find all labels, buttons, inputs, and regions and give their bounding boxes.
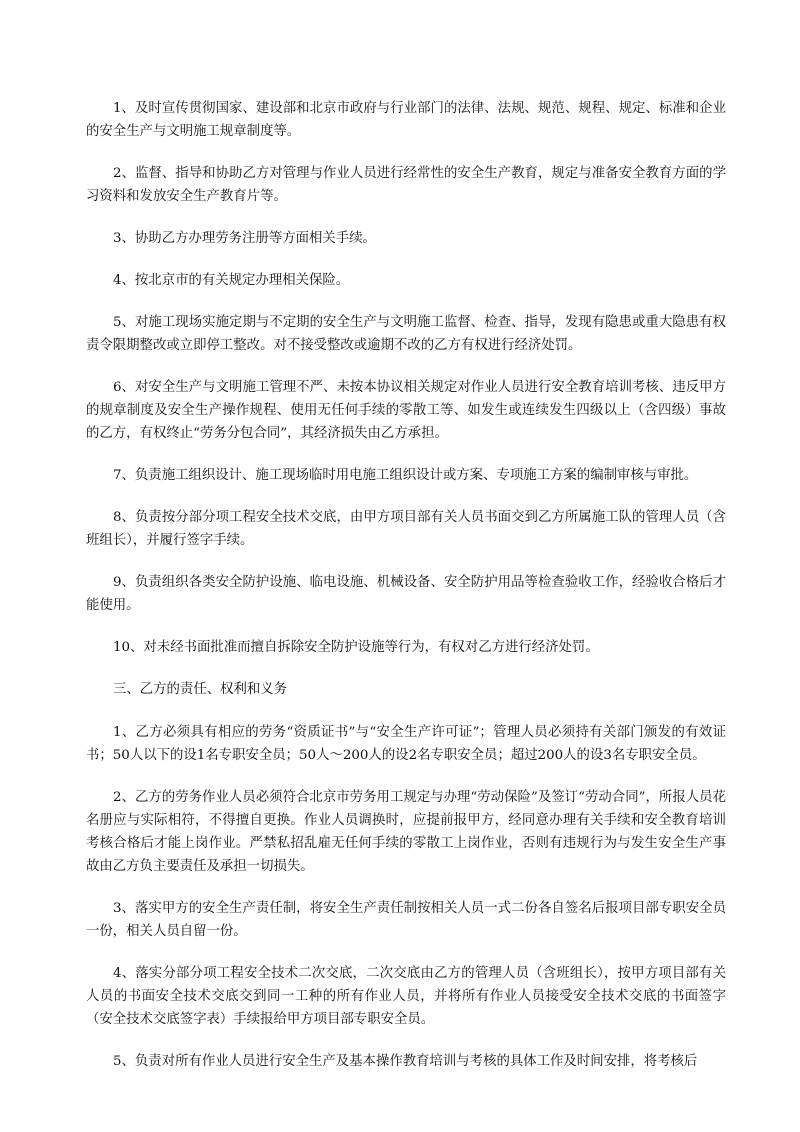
paragraph-b4: 4、落实分部分项工程安全技术二次交底，二次交底由乙方的管理人员（含班组长），按甲方项目部有关人员的书面安全技术交底交到同一工种的所有作业人员，并将所有作业人员接受安全技术交底的书面签字（安全技术交底签字表）手续报给甲方项目部专职安全员。 <box>86 966 726 1027</box>
paragraph-b1: 1、乙方必须具有相应的劳务“资质证书”与“安全生产许可证”；管理人员必须持有关部门颁发的有效证书；50人以下的设1名专职安全员；50人～200人的设2名专职安全员；超过200人的设3名专职安全员。 <box>86 725 726 763</box>
paragraph-b5: 5、负责对所有作业人员进行安全生产及基本操作教育培训与考核的具体工作及时间安排，将考核后 <box>113 1054 698 1069</box>
paragraph-8: 8、负责按分部分项工程安全技术交底，由甲方项目部有关人员书面交到乙方所属施工队的管理人员（含班组长），并履行签字手续。 <box>86 510 726 548</box>
paragraph-6: 6、对安全生产与文明施工管理不严、未按本协议相关规定对作业人员进行安全教育培训考核、违反甲方的规章制度及安全生产操作规程、使用无任何手续的零散工等、如发生或连续发生四级以上（含四级）事故的乙方，有权终止“劳务分包合同”，其经济损失由乙方承担。 <box>86 380 726 441</box>
paragraph-5: 5、对施工现场实施定期与不定期的安全生产与文明施工监督、检查、指导，发现有隐患或重大隐患有权责令限期整改或立即停工整改。对不接受整改或逾期不改的乙方有权进行经济处罚。 <box>86 315 726 353</box>
paragraph-b2: 2、乙方的劳务作业人员必须符合北京市劳务用工规定与办理“劳动保险”及签订“劳动合同”，所报人员花名册应与实际相符，不得擅自更换。作业人员调换时，应提前报甲方，经同意办理有关手续和安全教育培训考核合格后才能上岗作业。严禁私招乱雇无任何手续的零散工上岗作业，否则有违规行为与发生安全生产事故由乙方负主要责任及承担一切损失。 <box>86 790 726 874</box>
paragraph-3: 3、协助乙方办理劳务注册等方面相关手续。 <box>113 231 376 246</box>
paragraph-1: 1、及时宣传贯彻国家、建设部和北京市政府与行业部门的法律、法规、规范、规程、规定、标准和企业的安全生产与文明施工规章制度等。 <box>86 101 726 139</box>
paragraph-2: 2、监督、指导和协助乙方对管理与作业人员进行经常性的安全生产教育，规定与准备安全教育方面的学习资料和发放安全生产教育片等。 <box>86 166 726 204</box>
paragraph-7: 7、负责施工组织设计、施工现场临时用电施工组织设计或方案、专项施工方案的编制审核与审批。 <box>113 468 698 483</box>
document-page <box>86 97 726 1092</box>
paragraph-4: 4、按北京市的有关规定办理相关保险。 <box>113 273 350 288</box>
section-heading: 三、乙方的责任、权利和义务 <box>113 682 288 697</box>
paragraph-10: 10、对未经书面批准而擅自拆除安全防护设施等行为，有权对乙方进行经济处罚。 <box>113 640 599 655</box>
paragraph-b3: 3、落实甲方的安全生产责任制，将安全生产责任制按相关人员一式二份各自签名后报项目部专职安全员一份，相关人员自留一份。 <box>86 901 726 939</box>
paragraph-9: 9、负责组织各类安全防护设施、临电设施、机械设备、安全防护用品等检查验收工作，经验收合格后才能使用。 <box>86 575 726 613</box>
